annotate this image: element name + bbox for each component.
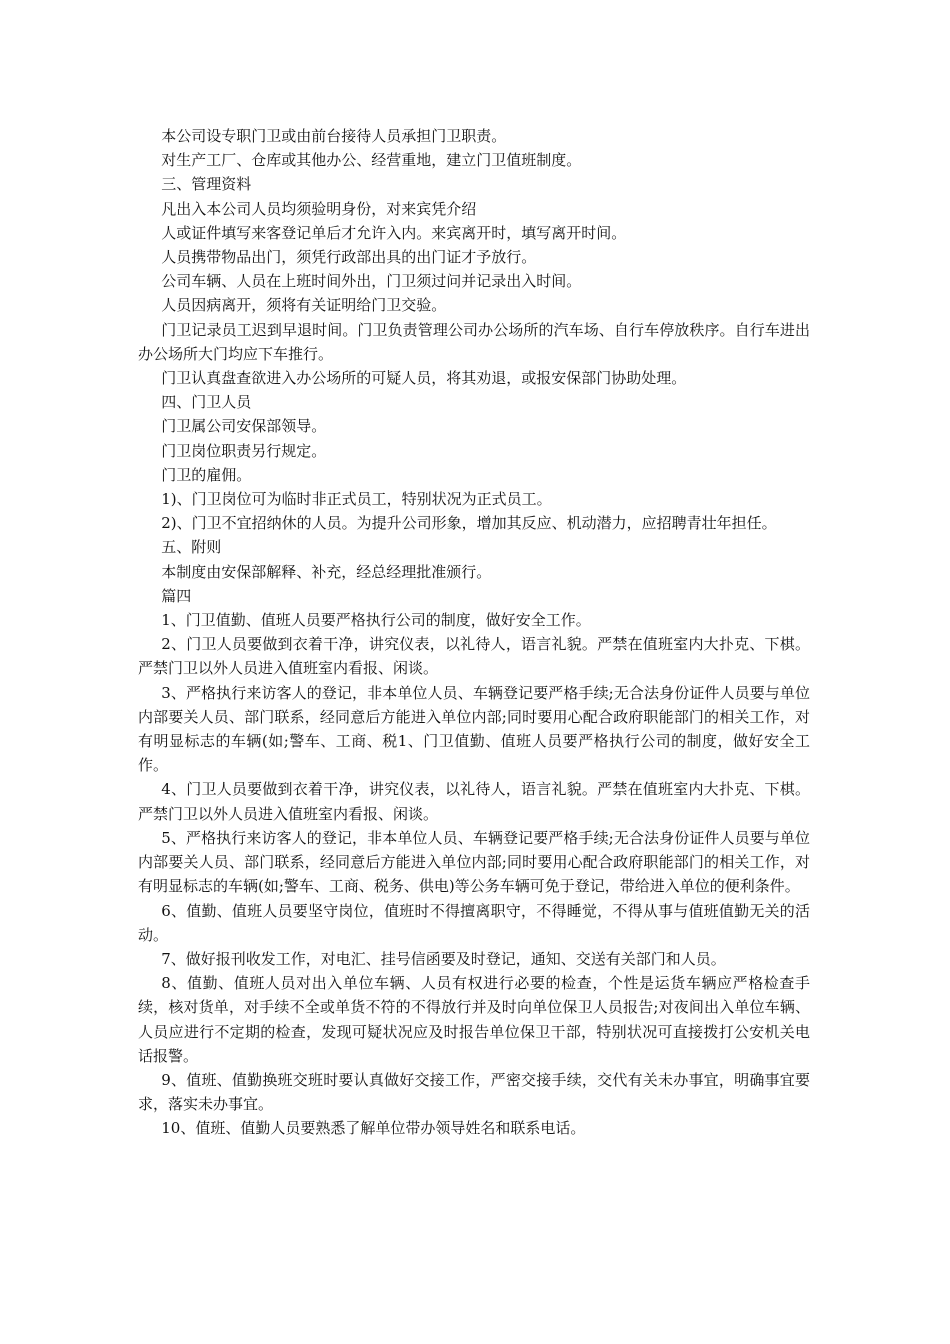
document-paragraph: 7、做好报刊收发工作，对电汇、挂号信函要及时登记，通知、交送有关部门和人员。 bbox=[161, 949, 726, 968]
document-paragraph: 2)、门卫不宜招纳休的人员。为提升公司形象，增加其反应、机动潜力，应招聘青壮年担任。 bbox=[161, 514, 777, 533]
document-paragraph: 门卫的雇佣。 bbox=[161, 465, 252, 484]
document-paragraph: 五、附则 bbox=[161, 538, 222, 557]
document-paragraph: 人员携带物品出门，须凭行政部出具的出门证才予放行。 bbox=[161, 248, 537, 267]
document-paragraph: 门卫属公司安保部领导。 bbox=[161, 417, 327, 436]
document-paragraph: 公司车辆、人员在上班时间外出，门卫须过问并记录出入时间。 bbox=[161, 272, 582, 291]
document-paragraph: 2、门卫人员要做到衣着干净，讲究仪表，以礼待人，语言礼貌。严禁在值班室内大扑克、下棋。严禁门卫以外人员进入值班室内看报、闲谈。 bbox=[138, 635, 810, 678]
document-paragraph: 四、门卫人员 bbox=[161, 393, 252, 412]
document-paragraph: 门卫认真盘查欲进入办公场所的可疑人员，将其劝退，或报安保部门协助处理。 bbox=[161, 369, 687, 388]
document-paragraph: 3、严格执行来访客人的登记，非本单位人员、车辆登记要严格手续;无合法身份证件人员要与单位内部要关人员、部门联系，经同意后方能进入单位内部;同时要用心配合政府职能部门的相关工作，对有明显标志的车辆(如;警车、工商、税1、门卫值勤、值班人员要严格执行公司的制度，做好安全工作。 bbox=[138, 683, 810, 775]
document-paragraph: 本制度由安保部解释、补充，经总经理批准颁行。 bbox=[161, 562, 492, 581]
document-paragraph: 1)、门卫岗位可为临时非正式员工，特别状况为正式员工。 bbox=[161, 490, 552, 509]
document-paragraph: 6、值勤、值班人员要坚守岗位，值班时不得擅离职守，不得睡觉，不得从事与值班值勤无关的活动。 bbox=[138, 901, 810, 944]
document-paragraph: 对生产工厂、仓库或其他办公、经营重地，建立门卫值班制度。 bbox=[161, 151, 582, 170]
document-paragraph: 三、管理资料 bbox=[161, 175, 252, 194]
document-paragraph: 8、值勤、值班人员对出入单位车辆、人员有权进行必要的检查，个性是运货车辆应严格检查手续，核对货单，对手续不全或单货不符的不得放行并及时向单位保卫人员报告;对夜间出入单位车辆、人员应进行不定期的检查，发现可疑状况应及时报告单位保卫干部，特别状况可直接拨打公安机关电话报警。 bbox=[138, 974, 810, 1065]
document-paragraph: 门卫记录员工迟到早退时间。门卫负责管理公司办公场所的汽车场、自行车停放秩序。自行车进出办公场所大门均应下车推行。 bbox=[138, 320, 810, 363]
document-paragraph: 门卫岗位职责另行规定。 bbox=[161, 441, 327, 460]
document-paragraph: 5、严格执行来访客人的登记，非本单位人员、车辆登记要严格手续;无合法身份证件人员要与单位内部要关人员、部门联系，经同意后方能进入单位内部;同时要用心配合政府职能部门的相关工作，对有明显标志的车辆(如;警车、工商、税务、供电)等公务车辆可免于登记，带给进入单位的便利条件。 bbox=[138, 828, 810, 896]
document-paragraph: 本公司设专职门卫或由前台接待人员承担门卫职责。 bbox=[161, 127, 507, 145]
document-paragraph: 10、值班、值勤人员要熟悉了解单位带办领导姓名和联系电话。 bbox=[161, 1119, 586, 1138]
document-paragraph: 4、门卫人员要做到衣着干净，讲究仪表，以礼待人，语言礼貌。严禁在值班室内大扑克、下棋。严禁门卫以外人员进入值班室内看报、闲谈。 bbox=[138, 780, 810, 823]
document-body bbox=[138, 124, 810, 1141]
document-paragraph: 人或证件填写来客登记单后才允许入内。来宾离开时，填写离开时间。 bbox=[161, 223, 627, 242]
document-paragraph: 1、门卫值勤、值班人员要严格执行公司的制度，做好安全工作。 bbox=[161, 611, 591, 630]
document-paragraph: 凡出入本公司人员均须验明身份，对来宾凭介绍 bbox=[161, 199, 477, 218]
document-paragraph: 9、值班、值勤换班交班时要认真做好交接工作，严密交接手续，交代有关未办事宜，明确事宜要求，落实未办事宜。 bbox=[138, 1070, 810, 1114]
document-paragraph: 人员因病离开，须将有关证明给门卫交验。 bbox=[161, 296, 447, 315]
document-paragraph: 篇四 bbox=[161, 586, 192, 605]
